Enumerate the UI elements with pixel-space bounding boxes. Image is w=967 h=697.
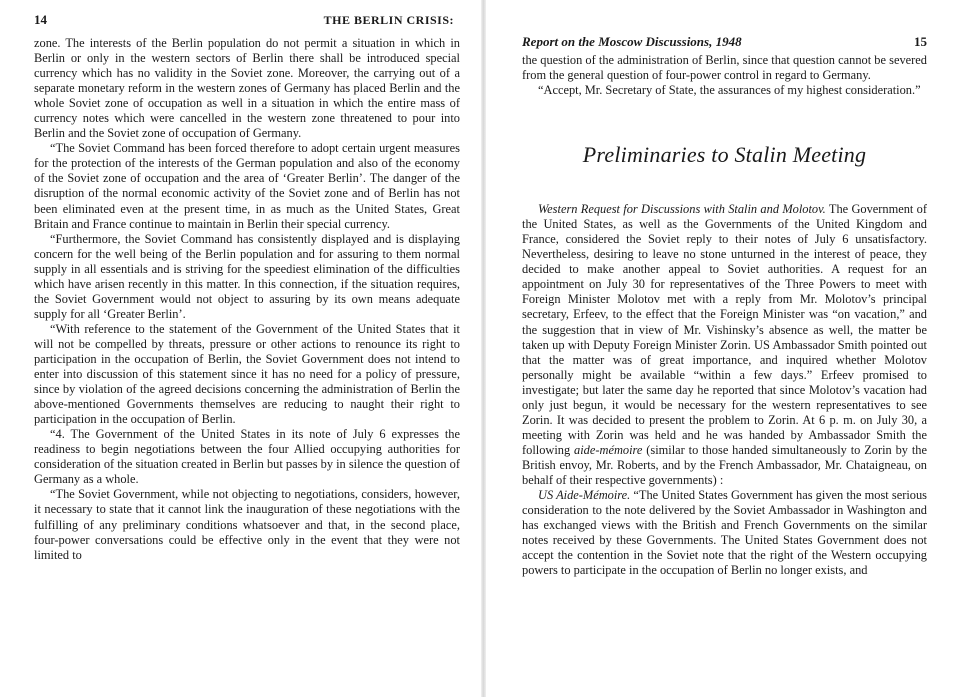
right-paragraph-2: “Accept, Mr. Secretary of State, the assurances of my highest consideration.” <box>538 83 921 98</box>
right-running-title: Report on the Moscow Discussions, 1948 <box>522 34 742 49</box>
section-title: Preliminaries to Stalin Meeting <box>582 142 867 168</box>
western-request-run-in: Western Request for Discussions with Stalin and Molotov. <box>538 202 826 217</box>
left-paragraph-3: “Furthermore, the Soviet Command has consistently displayed and is displaying concern for the well being of the Berlin population and for assuring to them normal supply in all essentials and is striving for the speediest elimination of the difficulties which have arisen recently in this matter. In this connection, if the situation requires, the Soviet Government would not object to assuring by its own means adequate supply for all ‘Greater Berlin’. <box>34 231 460 321</box>
right-body-text <box>522 53 927 578</box>
right-page-number: 15 <box>914 34 927 49</box>
left-paragraph-1: zone. The interests of the Berlin population do not permit a situation in which in Berlin or only in the western sectors of Berlin there shall be introduced special currency which has no validity in the Soviet zone. Moreover, the carrying out of a separate monetary reform in the western zones of Germany has placed Berlin and the whole Soviet zone of occupation as well in a situation in which the entire mass of currency notes which were cancelled in the western zone threatened to pour into Berlin and the Soviet zone of occupation of Germany. <box>34 36 460 141</box>
left-paragraph-5: “4. The Government of the United States in its note of July 6 expresses the readiness to begin negotiations between the four Allied occupying authorities for consideration of the situation created in Berlin but passes by in silence the question of Germany as a whole. <box>34 427 460 487</box>
us-aide-memoire-text: “The United States Government has given the most serious consideration to the note delivered by the Soviet Ambassador in Washington and has exchanged views with the British and French Governments on the similar notes received by these Governments. The United States Government does not accept the contention in the Soviet note that the right of the Western occupying powers to participate in the occupation of Berlin no longer exists, and <box>522 488 927 578</box>
left-paragraph-4: “With reference to the statement of the Government of the United States that it will not be compelled by threats, pressure or other actions to renounce its right to participation in the occupation of Berlin, the Soviet Government does not intend to enter into discussion of this statement since it has no need for a policy of pressure, since by violation of the agreed decisions concerning the administration of Berlin the above-mentioned Governments themselves are reducing to naught their right to participation in the occupation of Berlin. <box>34 321 460 427</box>
left-body-text <box>34 36 460 563</box>
us-aide-memoire-paragraph <box>522 488 927 578</box>
left-running-head <box>34 12 460 28</box>
left-running-title: THE BERLIN CRISIS: <box>323 13 454 27</box>
right-paragraph-1: the question of the administration of Berlin, since that question cannot be severed from the general question of four-power control in regard to Germany. <box>522 53 927 83</box>
right-page <box>482 0 967 697</box>
right-running-head <box>522 34 927 50</box>
left-page <box>0 0 482 697</box>
left-page-number: 14 <box>34 12 47 27</box>
western-request-text-a: The Government of the United States, as well as the Governments of the United Kingdom and France, considered the Soviet reply to their notes of July 6 unsatisfactory. Nevertheless, desiring to leave no stone unturned in the interest of peace, they decided to make another appeal to Soviet authorities. A request for an appointment on July 30 for representatives of the Three Powers to meet with Foreign Minister Molotov met with a reply from Mr. Molotov’s principal secretary, Erfeev, to the effect that the Foreign Minister was “on vacation,” and the suggestion that in view of Mr. Vishinsky’s absence as well, the matter be taken up with Deputy Foreign Minister Zorin. US Ambassador Smith pointed out that the matter was of great importance, and inquired whether Molotov personally might be available “within a few days.” Erfeev promised to investigate; but later the same day he reported that since Molotov’s vacation had only just begun, it would be necessary for the western representatives to see Zorin. It was decided to present the problem to Zorin. At 6 p. m. on July 30, a meeting with Zorin was held and he was handed by Ambassador Smith the following <box>522 202 927 457</box>
aide-memoire-term: aide-mémoire <box>574 442 643 457</box>
left-paragraph-6: “The Soviet Government, while not objecting to negotiations, considers, however, it necessary to state that it cannot link the inauguration of these negotiations with the fulfilling of any preliminary conditions whatsoever and that, in the second place, four-power conversations could be effective only in the event that they were not limited to <box>34 487 460 562</box>
us-aide-memoire-run-in: US Aide-Mémoire. <box>538 488 631 503</box>
western-request-paragraph <box>522 202 927 488</box>
left-paragraph-2: “The Soviet Command has been forced therefore to adopt certain urgent measures for the protection of the interests of the German population and also of the economy of the Soviet zone of occupation and the area of ‘Greater Berlin’. The danger of the disruption of the normal economic activity of the Soviet zone and of Berlin has not been eliminated even at the present time, in as much as the United States, Great Britain and France continue to maintain in Berlin their special currency. <box>34 141 460 231</box>
western-request-text-b: (similar to those handed simultaneously to Zorin by the British envoy, Mr. Roberts, and by the French Ambassador, Mr. Chataigneau, on behalf of their respective governments) : <box>522 442 927 487</box>
